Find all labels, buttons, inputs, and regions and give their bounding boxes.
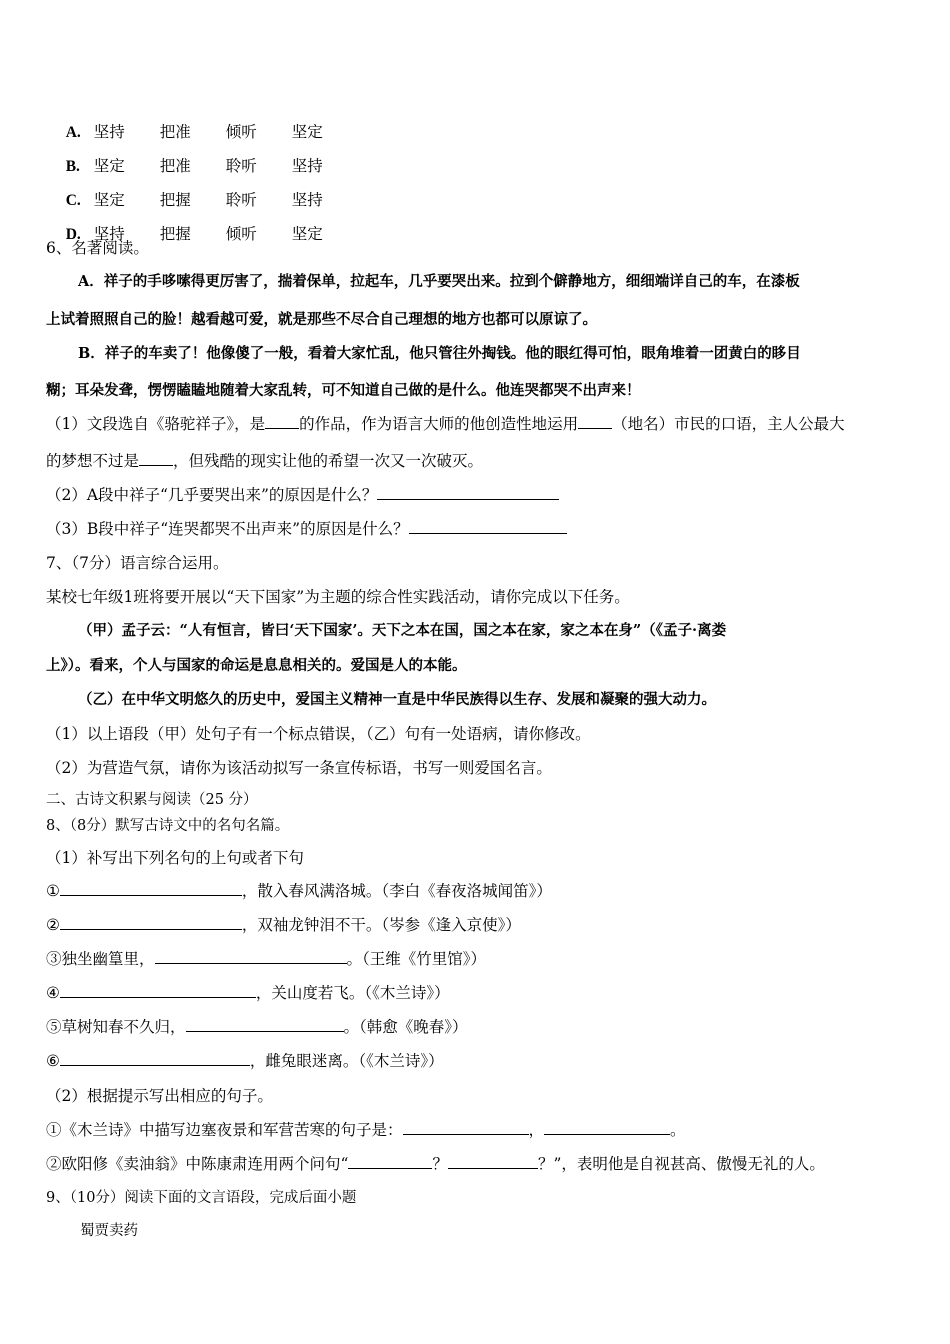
text: ，散入春风满洛城。（李白《春夜洛城闻笛》） [241, 882, 552, 900]
option-label: C. [65, 192, 81, 209]
q7-yi: （乙）在中华文明悠久的历史中，爱国主义精神一直是中华民族得以生存、发展和凝聚的强大动力。 [78, 691, 716, 708]
answer-blank[interactable] [578, 414, 612, 429]
q7-task2: （2）为营造气氛，请你为该活动拟写一条宣传标语，书写一则爱国名言。 [46, 759, 552, 777]
q6-sub2 [46, 485, 559, 505]
q8-sub1: （1）补写出下列名句的上句或者下句 [46, 849, 304, 867]
answer-blank[interactable] [403, 1120, 529, 1135]
q7-jia-line1: （甲）孟子云：“人有恒言，皆曰‘天下国家’。天下之本在国，国之本在家，家之本在身”（《孟子·离娄 [78, 622, 727, 639]
answer-blank[interactable] [186, 1017, 344, 1032]
section2-heading: 二、古诗文积累与阅读（25 分） [46, 792, 258, 808]
q7-jia-line2: 上》）。看来，个人与国家的命运是息息相关的。爱国是人的本能。 [46, 657, 467, 674]
text: ，但残酷的现实让他的希望一次又一次破灭。 [173, 452, 484, 470]
option-word: 把握 [159, 191, 191, 209]
answer-blank[interactable] [60, 983, 256, 998]
option-word: 把准 [159, 123, 191, 141]
answer-blank[interactable] [265, 414, 299, 429]
text: ，双袖龙钟泪不干。（岑参《逢入京使》） [241, 916, 521, 934]
answer-blank[interactable] [60, 881, 242, 896]
text: ，雌兔眼迷离。（《木兰诗》） [249, 1052, 444, 1070]
answer-blank[interactable] [377, 485, 559, 500]
text: 。（王维《竹里馆》） [346, 950, 487, 968]
q9-passage-heading: 蜀贾卖药 [80, 1223, 138, 1239]
option-word: 坚持 [291, 157, 323, 175]
circled-number: ④ [46, 984, 60, 1002]
text: ⑤草树知春不久归， [46, 1018, 186, 1036]
text: （3）B段中祥子“连哭都哭不出声来”的原因是什么？ [46, 520, 409, 538]
option-word: 坚持 [291, 191, 323, 209]
q6-passage-b-line2: 糊；耳朵发聋，愣愣瞌瞌地随着大家乱转，可不知道自己做的是什么。他连哭都哭不出声来！ [46, 382, 641, 399]
text: （地名）市民的口语，主人公最大 [612, 415, 845, 433]
answer-blank[interactable] [60, 1051, 250, 1066]
text: 的梦想不过是 [46, 452, 140, 470]
option-word: 把握 [159, 225, 191, 243]
q8-title: 8、（8分）默写古诗文中的名句名篇。 [46, 818, 290, 834]
option-label: D. [65, 226, 81, 243]
circled-number: ⑥ [46, 1052, 60, 1070]
q7-task1: （1）以上语段（甲）处句子有一个标点错误，（乙）句有一处语病，请你修改。 [46, 725, 591, 743]
answer-blank[interactable] [409, 519, 567, 534]
q8-line3 [46, 949, 486, 969]
q8-line4 [46, 983, 450, 1003]
option-label: B. [65, 158, 80, 175]
q8-line5 [46, 1017, 468, 1037]
option-label: A. [65, 124, 81, 141]
answer-blank[interactable] [155, 949, 347, 964]
option-word: 倾听 [225, 225, 257, 243]
option-word: 聆听 [225, 191, 257, 209]
text: 。（韩愈《晚春》） [343, 1018, 468, 1036]
answer-blank[interactable] [544, 1120, 670, 1135]
text: ，关山度若飞。（《木兰诗》） [255, 984, 450, 1002]
answer-blank[interactable] [139, 451, 173, 466]
option-word: 坚定 [291, 123, 323, 141]
option-word: 倾听 [225, 123, 257, 141]
q8-line2 [46, 915, 521, 935]
text: （2）A段中祥子“几乎要哭出来”的原因是什么？ [46, 486, 378, 504]
answer-blank[interactable] [348, 1154, 432, 1169]
text: ？ [432, 1155, 448, 1173]
q9-title: 9、（10分）阅读下面的文言语段，完成后面小题 [46, 1190, 357, 1206]
q8-line1 [46, 881, 552, 901]
q7-intro: 某校七年级1班将要开展以“天下国家”为主题的综合性实践活动，请你完成以下任务。 [46, 588, 630, 606]
q8-prompt2 [46, 1154, 825, 1174]
text: ， [528, 1121, 545, 1139]
text: （1）文段选自《骆驼祥子》，是 [46, 415, 266, 433]
answer-blank[interactable] [60, 915, 242, 930]
option-word: 坚持 [93, 225, 125, 243]
circled-number: ② [46, 916, 60, 934]
text: 。 [670, 1121, 686, 1139]
text: ①《木兰诗》中描写边塞夜景和军营苦寒的句子是： [46, 1121, 403, 1139]
q6-sub1-line2 [46, 451, 483, 471]
text: ②欧阳修《卖油翁》中陈康肃连用两个问句“ [46, 1155, 349, 1173]
option-word: 坚持 [93, 123, 125, 141]
option-word: 坚定 [93, 157, 125, 175]
q6-passage-a-line2: 上试着照照自己的脸！越看越可爱，就是那些不尽合自己理想的地方也都可以原谅了。 [46, 311, 597, 328]
q8-line6 [46, 1051, 444, 1071]
option-word: 坚定 [93, 191, 125, 209]
circled-number: ① [46, 882, 60, 900]
q7-title: 7、（7分）语言综合运用。 [46, 554, 229, 572]
q8-sub2: （2）根据提示写出相应的句子。 [46, 1087, 273, 1105]
text: ③独坐幽篁里， [46, 950, 155, 968]
option-word: 聆听 [225, 157, 257, 175]
option-word: 把准 [159, 157, 191, 175]
answer-blank[interactable] [448, 1154, 538, 1169]
option-word: 坚定 [291, 225, 323, 243]
text: 的作品，作为语言大师的他创造性地运用 [299, 415, 579, 433]
q6-sub1-line1 [46, 414, 845, 434]
q8-prompt1 [46, 1120, 686, 1140]
q6-passage-a-line1: A．祥子的手哆嗦得更厉害了，揣着保单，拉起车，几乎要哭出来。拉到个僻静地方，细细端详自己的车，在漆板 [78, 273, 800, 290]
q6-sub3 [46, 519, 567, 539]
q6-passage-b-line1: B．祥子的车卖了！他像傻了一般，看着大家忙乱，他只管往外掏钱。他的眼红得可怕，眼角堆着一团黄白的眵目 [78, 345, 801, 362]
text: ？”，表明他是自视甚高、傲慢无礼的人。 [537, 1155, 825, 1173]
q6-title: 6、名著阅读。 [46, 239, 149, 257]
